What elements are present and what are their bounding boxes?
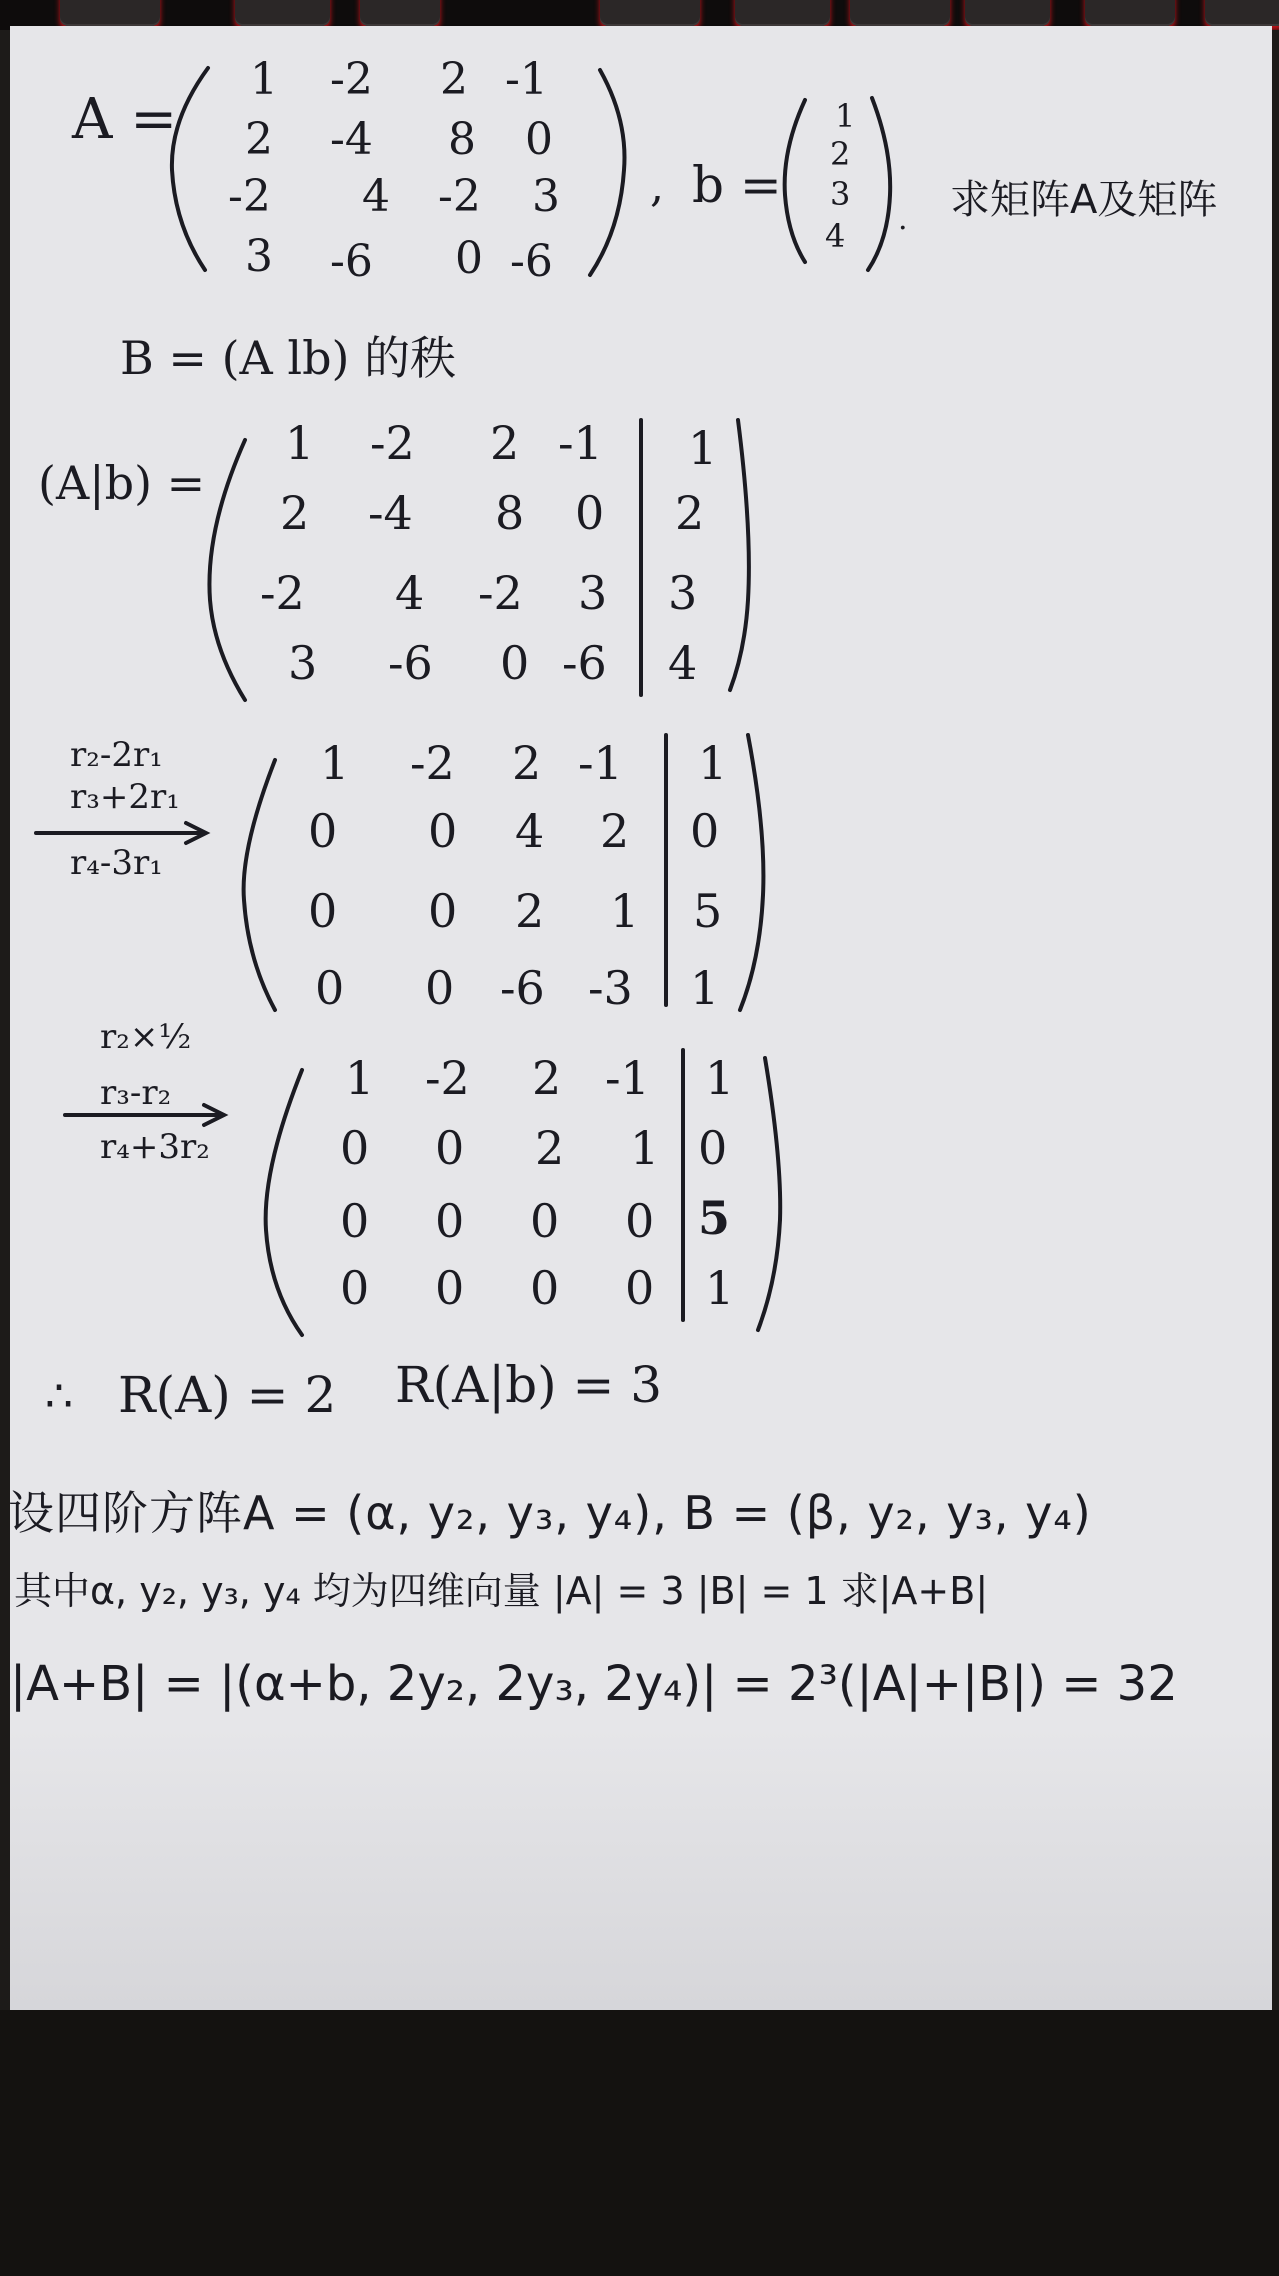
vector-b-cell: 1	[835, 97, 856, 135]
step1-cell: 4	[515, 804, 545, 858]
step1-cell: 5	[693, 884, 723, 938]
aug-cell: -2	[478, 566, 523, 620]
aug-cell: 0	[500, 636, 530, 690]
step1-cell: -6	[500, 961, 545, 1015]
step1-cell: -3	[588, 961, 633, 1015]
vector-b-right-paren	[868, 98, 890, 270]
matrix-a-cell: 2	[245, 114, 273, 165]
step1-cell: 0	[428, 884, 458, 938]
aug-cell: 4	[668, 636, 698, 690]
problem2-line2: 其中α, y₂, y₃, y₄ 均为四维向量 |A| = 3 |B| = 1 求|A+B|	[14, 1569, 989, 1613]
aug-cell: 0	[575, 486, 605, 540]
matrix-a-cell: -6	[510, 236, 553, 287]
therefore-sign: ∴	[45, 1371, 73, 1422]
step2-right-paren	[758, 1058, 780, 1330]
aug-cell: -2	[370, 416, 415, 470]
step1-cell: -1	[578, 736, 623, 790]
matrix-a-cell: -6	[330, 236, 373, 287]
step1-left-paren	[244, 760, 275, 1010]
matrix-a-cell: 0	[525, 114, 553, 165]
rank-ab: R(A|b) = 3	[395, 1356, 663, 1414]
vector-b-left-paren	[785, 100, 805, 262]
aug-cell: -1	[558, 416, 603, 470]
aug-cell: -6	[388, 636, 433, 690]
aug-right-paren	[730, 420, 749, 690]
step1-op: r₃+2r₁	[70, 777, 180, 817]
step2-op: r₄+3r₂	[100, 1127, 210, 1167]
step1-cell: 0	[690, 804, 720, 858]
step2-cell: 0	[698, 1121, 728, 1175]
matrix-a-cell: 3	[532, 171, 560, 222]
matrix-a-cell: -2	[438, 171, 481, 222]
step1-right-paren	[740, 735, 763, 1010]
step1-op: r₂-2r₁	[70, 735, 163, 775]
step2-left-paren	[266, 1070, 302, 1335]
aug-cell: -4	[368, 486, 413, 540]
step2-cell: -1	[605, 1051, 650, 1105]
a-label: A =	[72, 87, 178, 152]
step2-op: r₂×½	[100, 1017, 192, 1057]
step1-cell: 0	[308, 884, 338, 938]
vector-b-cell: 4	[825, 217, 846, 255]
step1-cell: 1	[320, 736, 350, 790]
aug-left-paren	[209, 440, 245, 700]
step2-cell: 0	[530, 1261, 560, 1315]
step1-cell: 1	[698, 736, 728, 790]
matrix-a-cell: -4	[330, 114, 373, 165]
step1-cell: 2	[600, 804, 630, 858]
step2-cell: 0	[625, 1194, 655, 1248]
step2-cell: 0	[625, 1261, 655, 1315]
step2-cell: 1	[705, 1261, 735, 1315]
aug-cell: 2	[280, 486, 310, 540]
b-label: b =	[692, 156, 782, 214]
matrix-a-cell: 3	[245, 231, 273, 282]
matrix-a-cell: 2	[440, 54, 468, 105]
period: .	[898, 202, 908, 237]
vector-b-cell: 3	[830, 175, 851, 213]
step2-cell: 2	[532, 1051, 562, 1105]
matrix-a-cell: 1	[250, 54, 278, 105]
step2-cell: -2	[425, 1051, 470, 1105]
step1-cell: 2	[515, 884, 545, 938]
matrix-a-left-paren	[172, 68, 208, 270]
aug-label: (A|b) =	[38, 456, 206, 510]
step1-cell: 0	[428, 804, 458, 858]
aug-cell: 8	[495, 486, 525, 540]
step2-cell: 1	[630, 1121, 660, 1175]
step1-op: r₄-3r₁	[70, 843, 163, 883]
aug-cell: -2	[260, 566, 305, 620]
step1-cell: -2	[410, 736, 455, 790]
aug-cell: 4	[395, 566, 425, 620]
aug-cell: 2	[490, 416, 520, 470]
step2-cell: 1	[705, 1051, 735, 1105]
step2-cell: 1	[345, 1051, 375, 1105]
question-line1: 求矩阵A及矩阵	[950, 177, 1218, 223]
matrix-a-cell: 0	[455, 233, 483, 284]
step1-cell: 1	[690, 961, 720, 1015]
rank-a: R(A) = 2	[118, 1366, 337, 1424]
step2-cell: 0	[530, 1194, 560, 1248]
aug-cell: 1	[688, 421, 718, 475]
problem2-line1: 设四阶方阵A = (α, y₂, y₃, y₄), B = (β, y₂, y₃, y₄)	[8, 1486, 1092, 1540]
step1-cell: 2	[512, 736, 542, 790]
vector-b-cell: 2	[830, 135, 851, 173]
step1-cell: 1	[610, 884, 640, 938]
matrix-a-cell: 8	[448, 114, 476, 165]
step2-cell: 0	[340, 1194, 370, 1248]
matrix-a-cell: -1	[505, 54, 548, 105]
matrix-a-right-paren	[590, 70, 625, 275]
comma: ,	[650, 161, 664, 212]
aug-cell: 3	[668, 566, 698, 620]
step2-cell: 0	[340, 1121, 370, 1175]
aug-cell: 3	[288, 636, 318, 690]
aug-cell: -6	[562, 636, 607, 690]
step1-cell: 0	[308, 804, 338, 858]
step1-cell: 0	[425, 961, 455, 1015]
problem2-line3: |A+B| = |(α+b, 2y₂, 2y₃, 2y₄)| = 2³(|A|+|B|) = 32	[10, 1656, 1178, 1712]
step2-cell: 0	[435, 1261, 465, 1315]
step2-cell: 2	[535, 1121, 565, 1175]
matrix-a-cell: -2	[228, 171, 271, 222]
matrix-a-cell: -2	[330, 54, 373, 105]
matrix-a-cell: 4	[362, 171, 390, 222]
step2-op: r₃-r₂	[100, 1073, 172, 1113]
step2-cell: 0	[340, 1261, 370, 1315]
aug-cell: 3	[578, 566, 608, 620]
step2-cell: 5	[698, 1191, 731, 1245]
question-line2: B = (A lb) 的秩	[120, 331, 457, 385]
aug-cell: 2	[675, 486, 705, 540]
step1-cell: 0	[315, 961, 345, 1015]
step2-cell: 0	[435, 1194, 465, 1248]
step2-cell: 0	[435, 1121, 465, 1175]
aug-cell: 1	[285, 416, 315, 470]
